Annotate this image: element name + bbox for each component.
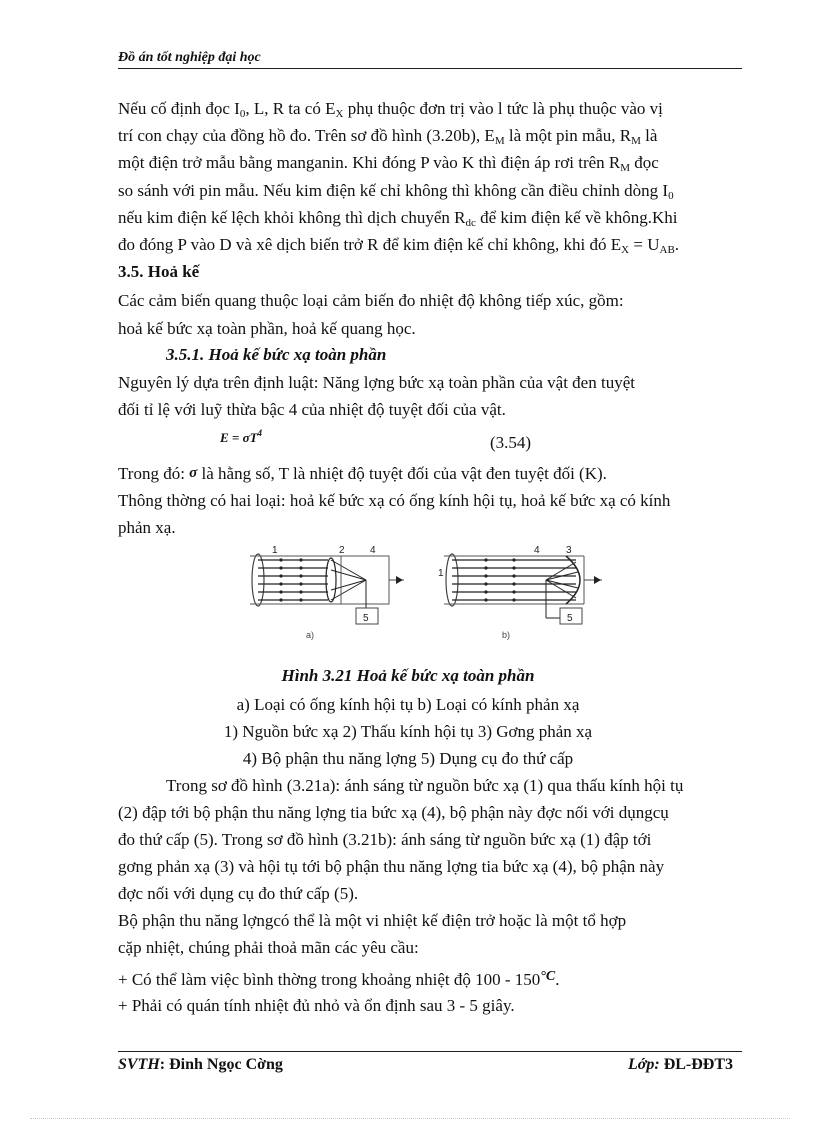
figure-a-label-1: 1 [272, 545, 278, 556]
figure-a-caption: a) [306, 630, 315, 640]
figure-b-label-3: 3 [566, 545, 572, 556]
figure-caption-line-3: 4) Bộ phận thu năng lợng 5) Dụng cụ đo thứ cấp [242, 749, 574, 768]
figure-caption-line-1: a) Loại có ống kính hội tụ b) Loại có kính phản xạ [236, 695, 580, 714]
p6-line-2: cặp nhiệt, chúng phải thoả mãn các yêu cầu: [118, 938, 419, 957]
figure-a-label-2: 2 [339, 545, 345, 556]
section-3-5-heading: 3.5. Hoả kế [118, 262, 200, 281]
figure-a-diagram [236, 542, 416, 642]
p3-line-2: đối tỉ lệ với luỹ thừa bậc 4 của nhiệt độ tuyệt đối của vật. [118, 400, 506, 419]
p5-line-3: đo thứ cấp (5). Trong sơ đồ hình (3.21b): ánh sáng từ nguồn bức xạ (1) đập tới [118, 830, 652, 849]
p1-line-3: một điện trở mẫu bằng manganin. Khi đóng P vào K thì điện áp rơi trên $R_M$ đọc [118, 153, 659, 174]
p6-line-1: Bộ phận thu năng lợngcó thể là một vi nhiệt kế điện trở hoặc là một tổ hợp [118, 911, 627, 930]
p5-line-5: đợc nối với dụng cụ đo thứ cấp (5). [118, 884, 359, 903]
figure-b-label-4: 4 [534, 545, 540, 556]
footer-student: SVTH: Đinh Ngọc Cờng [118, 1056, 283, 1073]
p1-line-6: đo đóng P vào D và xê dịch biến trở R để kim điện kế chỉ không, khi đó $E_X = U_{AB}$. [118, 235, 680, 256]
figure-b-caption: b) [502, 630, 511, 640]
p1-line-4: so sánh với pin mẫu. Nếu kim điện kế chỉ không thì không cần điều chỉnh dòng $I_0$ [118, 181, 674, 202]
p6-line-3: + Có thể làm việc bình thờng trong khoảng nhiệt độ $100 - 150^{^\circ C}$. [118, 969, 560, 989]
footer-rule [118, 1051, 742, 1052]
figure-a-label-4: 4 [370, 545, 376, 556]
p1-line-5: nếu kim điện kế lệch khỏi không thì dịch chuyển $R_{dc}$ để kim điện kế về không.Khi [118, 208, 678, 229]
p4-line-3: phản xạ. [118, 518, 176, 537]
page-edge-dots [30, 1118, 790, 1119]
figure-b-label-5: 5 [567, 613, 573, 624]
p1-line-2: trí con chạy của đồng hồ đo. Trên sơ đồ hình (3.20b), $E_M$ là một pin mẫu, $R_M$ là [118, 126, 658, 147]
p3-line-1: Nguyên lý dựa trên định luật: Năng lợng bức xạ toàn phần của vật đen tuyệt [118, 373, 635, 392]
header-rule [118, 68, 742, 69]
p5-line-2: (2) đập tới bộ phận thu năng lợng tia bức xạ (4), bộ phận này đợc nối với dụngcụ [118, 803, 669, 822]
formula-number: (3.54) [490, 433, 532, 452]
header-title: Đồ án tốt nghiệp đại học [118, 50, 261, 65]
p4-line-1: Trong đó: σ là hằng số, T là nhiệt độ tuyệt đối của vật đen tuyệt đối (K). [118, 464, 607, 483]
sigma-symbol: σ [189, 465, 198, 481]
figure-caption-line-2: 1) Nguồn bức xạ 2) Thấu kính hội tụ 3) Gơng phản xạ [223, 722, 593, 741]
p4-line-2: Thông thờng có hai loại: hoả kế bức xạ có ống kính hội tụ, hoả kế bức xạ có kính [118, 491, 671, 510]
degree-celsius: °C [540, 969, 556, 984]
footer-class: Lớp: ĐL-ĐĐT3 [628, 1056, 734, 1073]
p2-line-1: Các cảm biến quang thuộc loại cảm biến đo nhiệt độ không tiếp xúc, gồm: [118, 291, 624, 310]
section-3-5-1-heading: 3.5.1. Hoả kế bức xạ toàn phần [166, 345, 387, 364]
figure-a-label-5: 5 [363, 613, 369, 624]
figure-caption-title: Hình 3.21 Hoả kế bức xạ toàn phần [281, 666, 535, 685]
figure-b-diagram [436, 542, 616, 642]
p6-line-4: + Phải có quán tính nhiệt đủ nhỏ và ổn định sau 3 - 5 giây. [118, 996, 515, 1015]
p5-line-1: Trong sơ đồ hình (3.21a): ánh sáng từ nguồn bức xạ (1) qua thấu kính hội tụ [166, 776, 684, 795]
p5-line-4: gơng phản xạ (3) và hội tụ tới bộ phận thu năng lợng tia bức xạ (4), bộ phận này [118, 857, 665, 876]
formula-expression: $E = \sigma T^4$ [220, 428, 263, 445]
figure-b-label-1: 1 [438, 568, 444, 579]
p1-line-1: Nếu cố định đọc $I_0$, L, R ta có $E_X$ phụ thuộc đơn trị vào l tức là phụ thuộc vào vị [118, 99, 663, 120]
p2-line-2: hoả kế bức xạ toàn phần, hoả kế quang học. [118, 319, 416, 338]
